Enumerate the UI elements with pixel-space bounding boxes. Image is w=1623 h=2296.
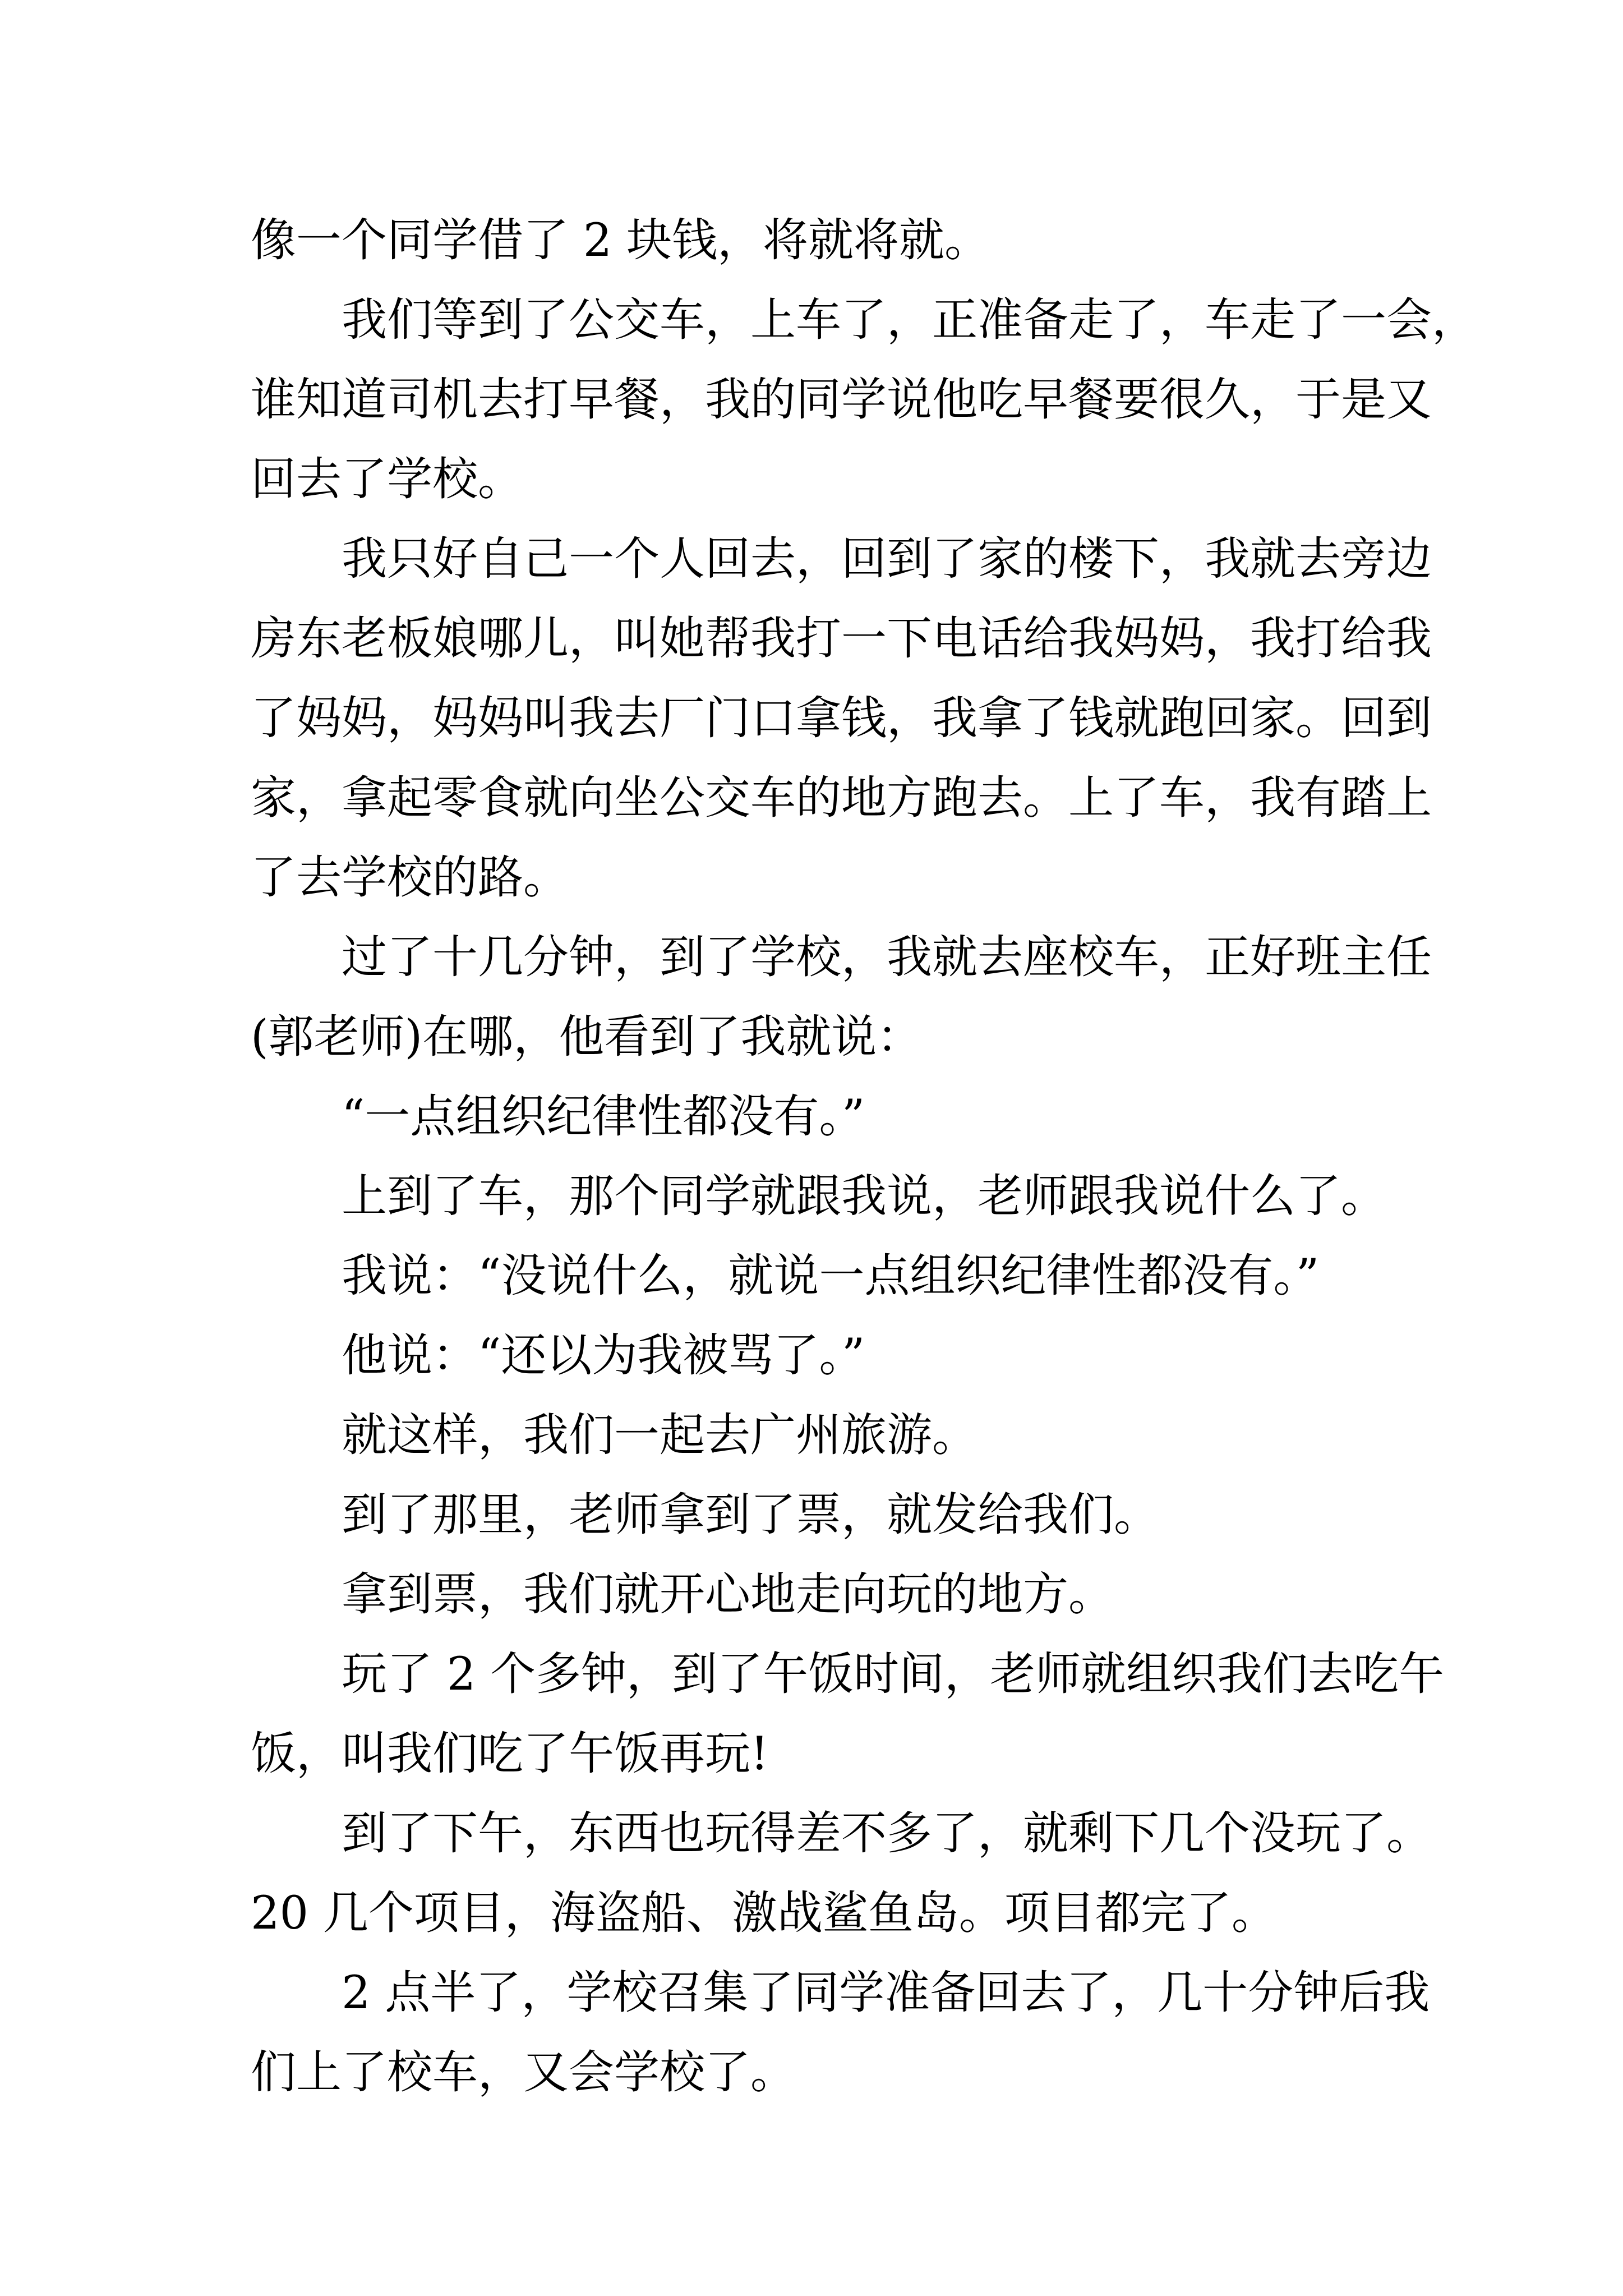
text-line: 我说：“没说什么，就说一点组织纪律性都没有。”	[342, 1250, 1320, 1303]
paragraph	[251, 1555, 1484, 1635]
text-line: 玩了 2 个多钟，到了午饭时间，老师就组织我们去吃午	[342, 1648, 1445, 1701]
text-line: 上到了车，那个同学就跟我说，老师跟我说什么了。	[342, 1170, 1387, 1223]
text-line: 2 点半了，学校召集了同学准备回去了，几十分钟后我	[342, 1967, 1430, 2019]
text-line: (郭老师)在哪，他看到了我就说：	[251, 1011, 923, 1064]
paragraph	[251, 280, 1484, 519]
text-line: 他说：“还以为我被骂了。”	[342, 1329, 865, 1382]
body-text	[251, 201, 1484, 2113]
text-line: 谁知道司机去打早餐，我的同学说他吃早餐要很久，于是又	[251, 374, 1432, 426]
text-line: 到了那里，老师拿到了票，就发给我们。	[342, 1489, 1160, 1542]
text-line: 我只好自己一个人回去，回到了家的楼下，我就去旁边	[342, 533, 1432, 586]
paragraph	[251, 1396, 1484, 1475]
dialogue-paragraph	[251, 1316, 1484, 1396]
dialogue-paragraph	[251, 1236, 1484, 1316]
text-line: 饭，叫我们吃了午饭再玩!	[251, 1728, 769, 1780]
text-line: 像一个同学借了 2 块钱，将就将就。	[251, 214, 990, 267]
paragraph	[251, 1475, 1484, 1555]
text-line: 就这样，我们一起去广州旅游。	[342, 1409, 978, 1462]
quote-paragraph	[251, 1077, 1484, 1157]
text-line: 我们等到了公交车，上车了，正准备走了，车走了一会，	[342, 294, 1478, 347]
paragraph	[251, 201, 1484, 280]
text-line: 20 几个项目，海盗船、激战鲨鱼岛。项目都完了。	[251, 1887, 1277, 1940]
text-line: 回去了学校。	[251, 453, 524, 506]
paragraph	[251, 519, 1484, 918]
text-line: 们上了校车，又会学校了。	[251, 2046, 796, 2099]
paragraph	[251, 1794, 1484, 1953]
text-line: 过了十几分钟，到了学校，我就去座校车，正好班主任	[342, 931, 1432, 984]
text-line: 到了下午，东西也玩得差不多了，就剩下几个没玩了。	[342, 1807, 1432, 1860]
text-line: “一点组织纪律性都没有。”	[342, 1091, 865, 1143]
text-line: 房东老板娘哪儿，叫她帮我打一下电话给我妈妈，我打给我	[251, 613, 1432, 665]
text-line: 拿到票，我们就开心地走向玩的地方。	[342, 1568, 1114, 1621]
paragraph	[251, 1157, 1484, 1236]
text-line: 了妈妈，妈妈叫我去厂门口拿钱，我拿了钱就跑回家。回到	[251, 692, 1432, 745]
text-line: 了去学校的路。	[251, 852, 569, 904]
paragraph	[251, 1635, 1484, 1794]
paragraph	[251, 918, 1484, 1077]
paragraph	[251, 1953, 1484, 2113]
text-line: 家，拿起零食就向坐公交车的地方跑去。上了车，我有踏上	[251, 772, 1432, 825]
